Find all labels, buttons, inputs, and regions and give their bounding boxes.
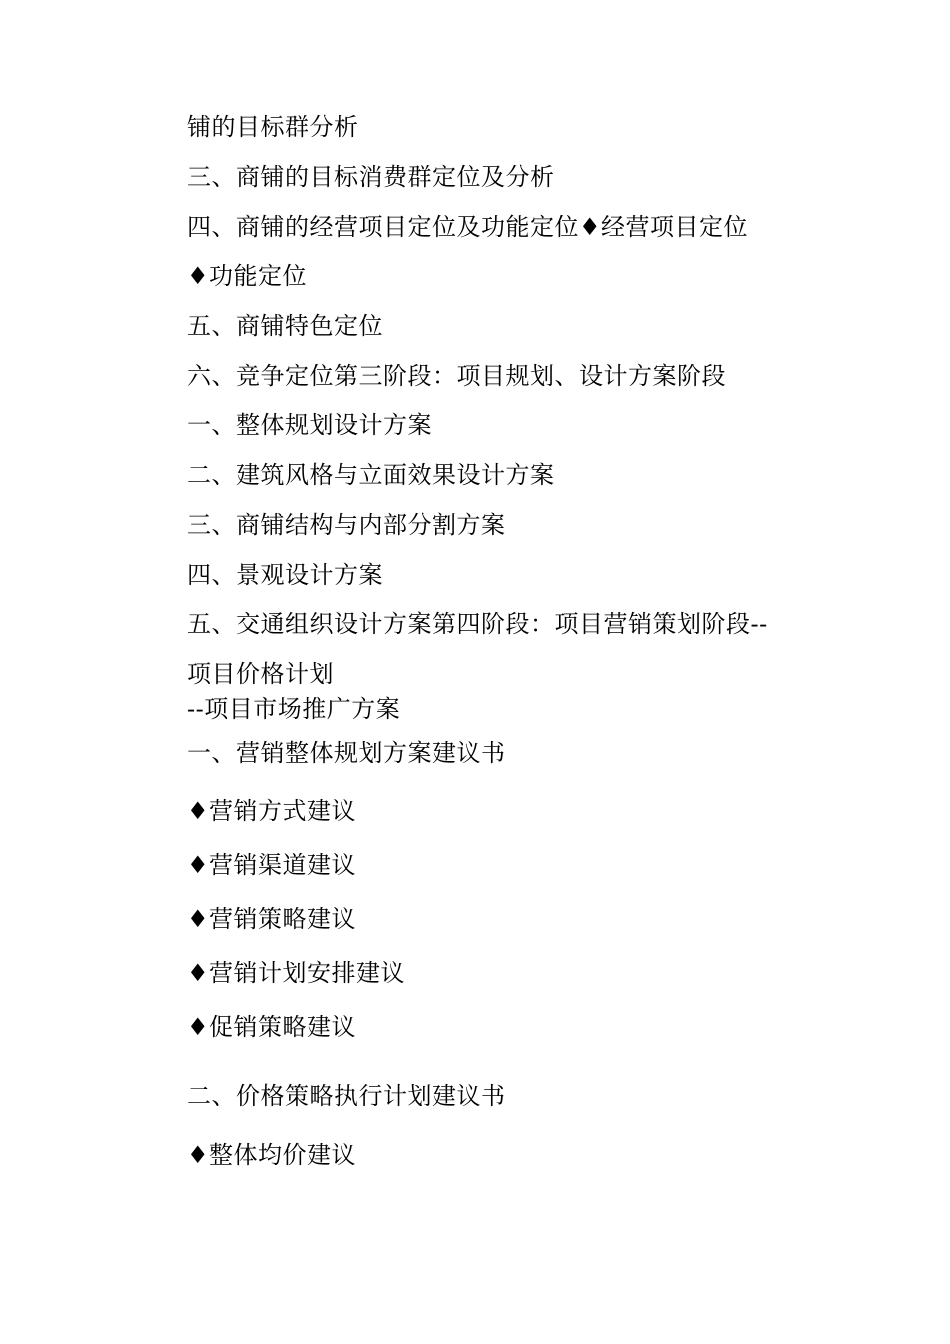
text-line: 二、建筑风格与立面效果设计方案 — [187, 461, 555, 489]
bullet-item: ♦营销策略建议 — [187, 905, 357, 933]
text-line: --项目市场推广方案 — [187, 695, 401, 723]
text-line: 三、商铺的目标消费群定位及分析 — [187, 163, 555, 191]
text-line: ♦功能定位 — [187, 262, 308, 290]
text-line: 一、整体规划设计方案 — [187, 411, 432, 439]
section-heading: 一、营销整体规划方案建议书 — [187, 739, 506, 767]
text-line: 五、商铺特色定位 — [187, 312, 383, 340]
bullet-item: ♦促销策略建议 — [187, 1013, 357, 1041]
bullet-item: ♦营销渠道建议 — [187, 851, 357, 879]
text-line: 铺的目标群分析 — [187, 113, 359, 141]
text-line: 六、竞争定位第三阶段：项目规划、设计方案阶段 — [187, 362, 726, 390]
text-line: 项目价格计划 — [187, 660, 334, 688]
text-line: 五、交通组织设计方案第四阶段：项目营销策划阶段-- — [187, 610, 768, 638]
bullet-item: ♦整体均价建议 — [187, 1141, 357, 1169]
section-heading: 二、价格策略执行计划建议书 — [187, 1082, 506, 1110]
text-line: 三、商铺结构与内部分割方案 — [187, 511, 506, 539]
text-line: 四、商铺的经营项目定位及功能定位♦经营项目定位 — [187, 213, 749, 241]
text-line: 四、景观设计方案 — [187, 561, 383, 589]
bullet-item: ♦营销计划安排建议 — [187, 959, 406, 987]
bullet-item: ♦营销方式建议 — [187, 797, 357, 825]
